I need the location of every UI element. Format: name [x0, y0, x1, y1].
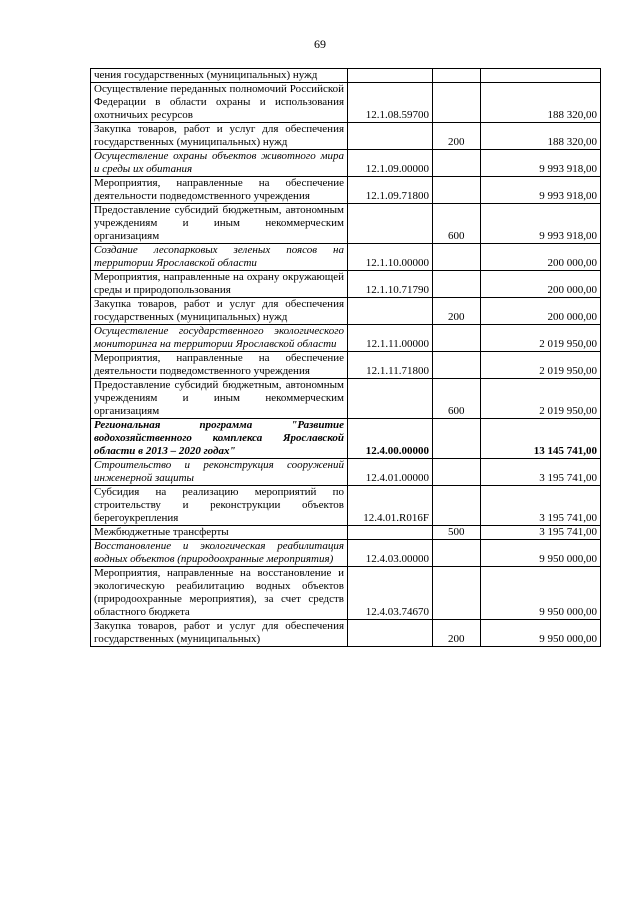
row-code-cell — [348, 298, 433, 325]
row-kvr-cell — [433, 459, 481, 486]
row-sum-cell: 200 000,00 — [480, 244, 600, 271]
row-kvr-cell: 200 — [433, 620, 481, 647]
row-kvr-cell — [433, 150, 481, 177]
table-row — [91, 177, 601, 204]
row-sum-cell: 3 195 741,00 — [480, 526, 600, 540]
row-code-cell — [348, 379, 433, 419]
row-sum-cell: 9 950 000,00 — [480, 620, 600, 647]
row-kvr-cell — [433, 567, 481, 620]
table-row — [91, 69, 601, 83]
row-code-cell — [348, 69, 433, 83]
row-kvr-cell — [433, 325, 481, 352]
row-name-cell: Восстановление и экологическая реабилитация водных объектов (природоохранные мероприятия) — [91, 540, 348, 567]
row-kvr-cell: 600 — [433, 379, 481, 419]
row-name-cell: Закупка товаров, работ и услуг для обеспечения государственных (муниципальных) нужд — [91, 298, 348, 325]
row-kvr-cell — [433, 177, 481, 204]
row-name-cell: Создание лесопарковых зеленых поясов на территории Ярославской области — [91, 244, 348, 271]
row-name-cell: Осуществление переданных полномочий Российской Федерации в области охраны и использования охотничьих ресурсов — [91, 83, 348, 123]
row-name-cell: Предоставление субсидий бюджетным, автономным учреждениям и иным некоммерческим организациям — [91, 204, 348, 244]
row-sum-cell: 9 993 918,00 — [480, 177, 600, 204]
row-name-cell: Мероприятия, направленные на обеспечение деятельности подведомственного учреждения — [91, 177, 348, 204]
row-kvr-cell: 200 — [433, 298, 481, 325]
row-code-cell: 12.1.11.71800 — [348, 352, 433, 379]
row-sum-cell: 2 019 950,00 — [480, 379, 600, 419]
row-name-cell: Межбюджетные трансферты — [91, 526, 348, 540]
row-code-cell: 12.4.03.00000 — [348, 540, 433, 567]
row-kvr-cell — [433, 69, 481, 83]
row-code-cell — [348, 620, 433, 647]
row-kvr-cell — [433, 486, 481, 526]
budget-table-body — [91, 69, 601, 647]
table-row — [91, 486, 601, 526]
row-sum-cell: 2 019 950,00 — [480, 352, 600, 379]
table-row — [91, 83, 601, 123]
row-sum-cell: 188 320,00 — [480, 123, 600, 150]
row-code-cell: 12.1.09.71800 — [348, 177, 433, 204]
row-code-cell: 12.1.11.00000 — [348, 325, 433, 352]
row-name-cell: Закупка товаров, работ и услуг для обеспечения государственных (муниципальных) — [91, 620, 348, 647]
row-code-cell: 12.4.01.R016F — [348, 486, 433, 526]
row-name-cell: Региональная программа "Развитие водохозяйственного комплекса Ярославской области в 2013 – 2020 годах" — [91, 419, 348, 459]
row-sum-cell: 9 950 000,00 — [480, 540, 600, 567]
table-row — [91, 567, 601, 620]
row-code-cell — [348, 526, 433, 540]
row-name-cell: Мероприятия, направленные на охрану окружающей среды и природопользования — [91, 271, 348, 298]
row-name-cell: Осуществление государственного экологического мониторинга на территории Ярославской области — [91, 325, 348, 352]
row-code-cell: 12.4.01.00000 — [348, 459, 433, 486]
row-sum-cell: 188 320,00 — [480, 83, 600, 123]
table-row — [91, 244, 601, 271]
table-row — [91, 526, 601, 540]
table-row — [91, 540, 601, 567]
row-code-cell — [348, 123, 433, 150]
row-kvr-cell — [433, 352, 481, 379]
row-kvr-cell — [433, 244, 481, 271]
page-number: 69 — [314, 37, 326, 51]
table-row — [91, 325, 601, 352]
row-sum-cell: 9 993 918,00 — [480, 204, 600, 244]
row-sum-cell — [480, 69, 600, 83]
row-sum-cell: 200 000,00 — [480, 298, 600, 325]
row-code-cell: 12.4.03.74670 — [348, 567, 433, 620]
budget-table — [90, 68, 601, 647]
row-name-cell: Осуществление охраны объектов животного мира и среды их обитания — [91, 150, 348, 177]
table-row — [91, 379, 601, 419]
table-row — [91, 150, 601, 177]
row-kvr-cell — [433, 83, 481, 123]
row-sum-cell: 3 195 741,00 — [480, 486, 600, 526]
row-sum-cell: 2 019 950,00 — [480, 325, 600, 352]
row-name-cell: Мероприятия, направленные на восстановление и экологическую реабилитацию водных объектов (природоохранные мероприятия), за счет средств областного бюджета — [91, 567, 348, 620]
table-row — [91, 271, 601, 298]
table-row — [91, 204, 601, 244]
row-kvr-cell — [433, 271, 481, 298]
row-sum-cell: 3 195 741,00 — [480, 459, 600, 486]
row-code-cell: 12.1.10.71790 — [348, 271, 433, 298]
row-sum-cell: 13 145 741,00 — [480, 419, 600, 459]
table-row — [91, 459, 601, 486]
row-code-cell — [348, 204, 433, 244]
row-name-cell: Субсидия на реализацию мероприятий по строительству и реконструкции объектов берегоукрепления — [91, 486, 348, 526]
row-sum-cell: 200 000,00 — [480, 271, 600, 298]
row-name-cell: Закупка товаров, работ и услуг для обеспечения государственных (муниципальных) нужд — [91, 123, 348, 150]
row-kvr-cell: 500 — [433, 526, 481, 540]
row-kvr-cell: 600 — [433, 204, 481, 244]
row-code-cell: 12.1.09.00000 — [348, 150, 433, 177]
row-name-cell: Строительство и реконструкция сооружений инженерной защиты — [91, 459, 348, 486]
row-kvr-cell — [433, 419, 481, 459]
row-code-cell: 12.1.10.00000 — [348, 244, 433, 271]
table-row — [91, 419, 601, 459]
table-row — [91, 620, 601, 647]
row-name-cell: Мероприятия, направленные на обеспечение деятельности подведомственного учреждения — [91, 352, 348, 379]
row-code-cell: 12.4.00.00000 — [348, 419, 433, 459]
table-row — [91, 298, 601, 325]
row-sum-cell: 9 993 918,00 — [480, 150, 600, 177]
row-name-cell: чения государственных (муниципальных) нужд — [91, 69, 348, 83]
row-sum-cell: 9 950 000,00 — [480, 567, 600, 620]
row-code-cell: 12.1.08.59700 — [348, 83, 433, 123]
row-name-cell: Предоставление субсидий бюджетным, автономным учреждениям и иным некоммерческим организациям — [91, 379, 348, 419]
row-kvr-cell: 200 — [433, 123, 481, 150]
row-kvr-cell — [433, 540, 481, 567]
table-row — [91, 352, 601, 379]
table-row — [91, 123, 601, 150]
